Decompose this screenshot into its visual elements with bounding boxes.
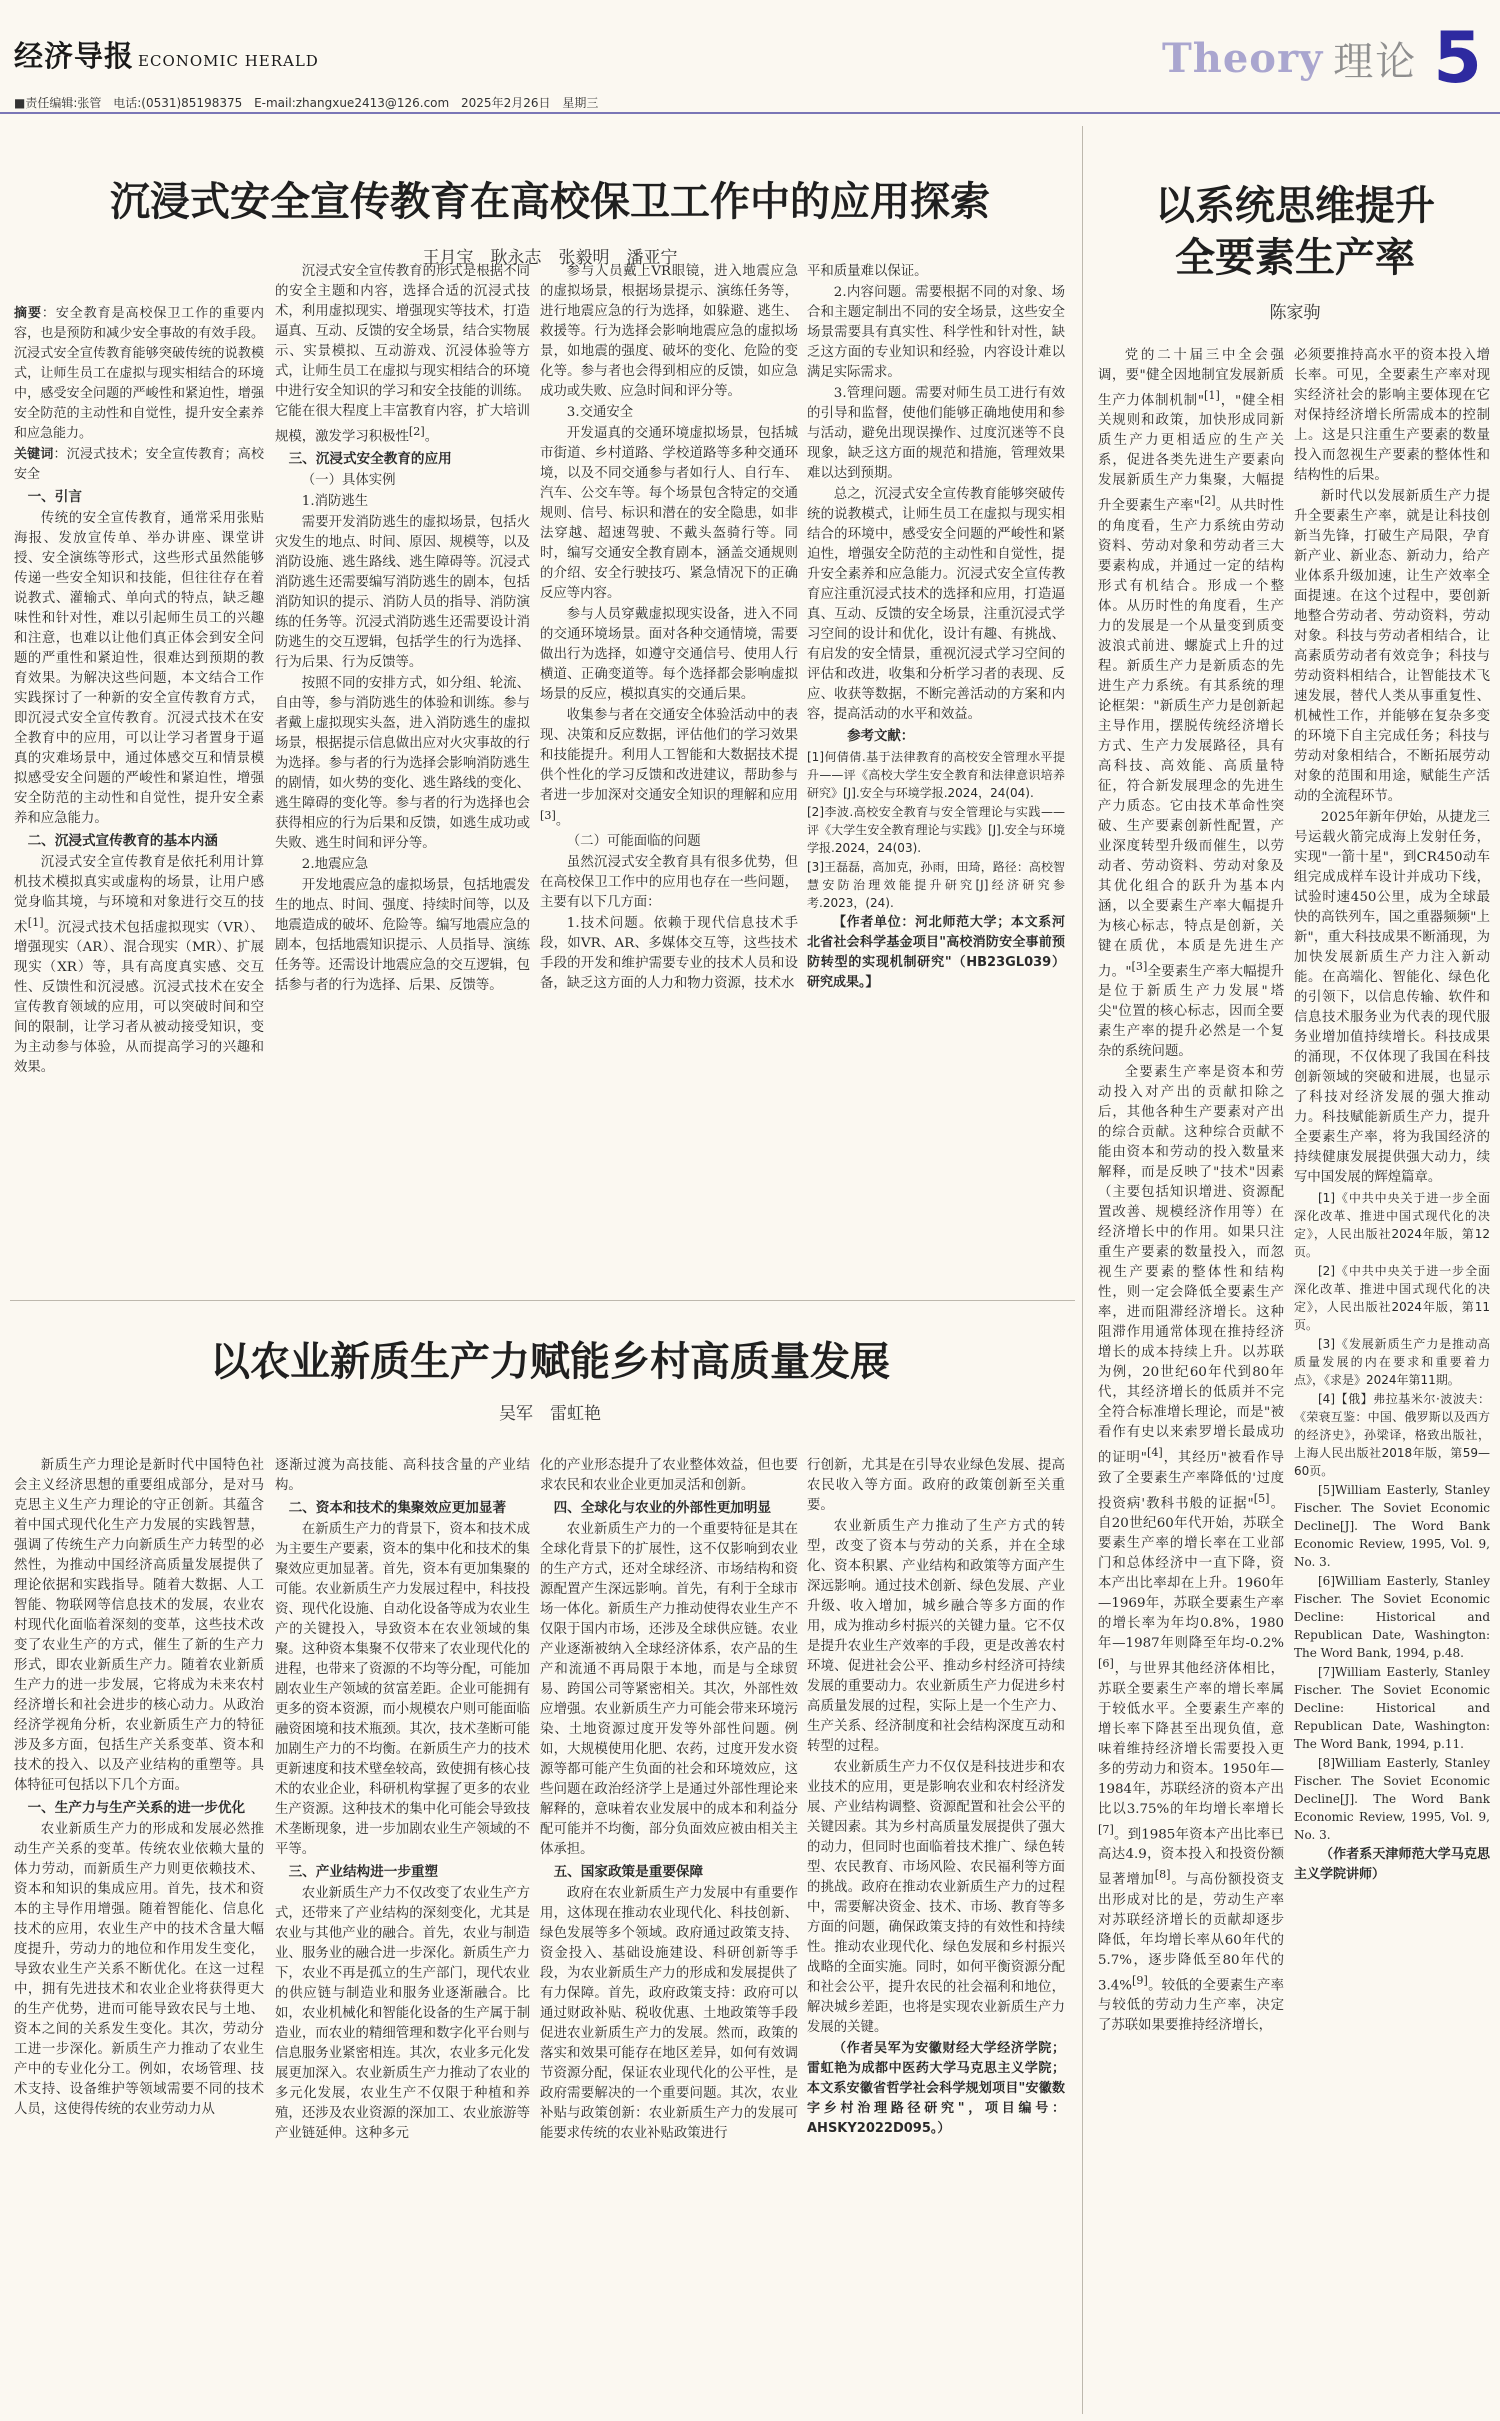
page-number: 5: [1433, 17, 1482, 99]
section-en: Theory: [1161, 34, 1324, 82]
phone: 电话:(0531)85198375: [113, 96, 243, 110]
article2-title: [1100, 180, 1490, 284]
editor: ■责任编辑:张管: [14, 96, 102, 110]
article1-column-4: 平和质量难以保证。 2.内容问题。需要根据不同的对象、场合和主题定制出不同的安全场景，这些安全场景需要具有真实性、科学性和针对性，缺乏这方面的专业知识和经验，内容设计难以满足实际需求。 3.管理问题。需要对师生员工进行有效的引导和监督，使他们能够正确地使用和参与活动，避免出现误操作、过度沉迷等不良现象，缺乏这方面的规范和措施，管理效果难以达到预期。 总之，沉浸式安全宣传教育能够突破传统的说教模式，让师生员工在虚拟与现实相结合的环境中，感受安全问题的严峻性和紧迫性，增强安全防范的主动性和自觉性，提升安全素养和应急能力。沉浸式安全宣传教育应注重沉浸式技术的选择和应用，打造逼真、互动、反馈的安全场景，注重沉浸式学习空间的设计和优化，设计有趣、有挑战、有启发的安全情景，重视沉浸式学习空间的评估和改进，收集和分析学习者的表现、反应、收获等数据，不断完善活动的方案和内容，提高活动的水平和效益。 参考文献： [1]何倩倩.基于法律教育的高校安全管理水平提升——评《高校大学生安全教育和法律意识培养研究》[J].安全与环境学报.2024，24(04). [2]李波.高校安全教育与安全管理论与实践——评《大学生安全教育理论与实践》[J].安全与环境学报.2024，24(03). [3]王磊磊，高加克，孙雨，田琦，路径：高校智慧安防治理效能提升研究[J]经济研究参考.2023，(24). 【作者单位：河北师范大学；本文系河北省社会科学基金项目"高校消防安全事前预防转型的实现机制研究"（HB23GL039）研究成果。】: [807, 264, 1065, 990]
email: E-mail:zhangxue2413@126.com: [254, 96, 450, 110]
article2-column-1: 党的二十届三中全会强调，要"健全因地制宜发展新质生产力体制机制"[1]，"健全相关规则和政策，加快形成同新质生产力更相适应的生产关系，促进各类先进生产要素向发展新质生产力集聚，大幅提升全要素生产率"[2]。从共时性的角度看，生产力系统由劳动资料、劳动对象和劳动者三大要素构成，并通过一定的结构形式有机结合。形成一个整体。从历时性的角度看，生产力的发展是一个从量变到质变波浪式前进、螺旋式上升的过程。新质生产力是新质态的先进生产力系统。有其系统的理论框架："新质生产力是创新起主导作用，摆脱传统经济增长方式、生产力发展路径，具有高科技、高效能、高质量特征，符合新发展理念的先进生产力质态。它由技术革命性突破、生产要素创新性配置，产业深度转型升级而催生，以劳动者、劳动资料、劳动对象及其优化组合的跃升为基本内涵，以全要素生产率大幅提升为核心标志，特点是创新，关键在质优，本质是先进生产力。"[3]全要素生产率大幅提升是位于新质生产力发展"塔尖"位置的核心标志，因而全要素生产率的提升必然是一个复杂的系统问题。 全要素生产率是资本和劳动投入对产出的贡献扣除之后，其他各种生产要素对产出的综合贡献。这种综合贡献不能由资本和劳动的投入数量来解释，而是反映了"技术"因素（主要包括知识增进、资源配置改善、规模经济作用等）在经济增长中的作用。如果只注重生产要素的数量投入，而忽视生产要素的整体性和结构性，则一定会降低全要素生产率，进而阻滞经济增长。这种阻滞作用通常体现在推持经济增长的成本持续上升。以苏联为例，20世纪60年代到80年代，其经济增长的低质并不完全符合标准增长理论，而是"被看作有史以来索罗增长最成功的证明"[4]，其经历"被看作导致了全要素生产率降低的'过度投资病'教科书般的证据"[5]。自20世纪60年代开始，苏联全要素生产率的增长率在工业部门和总体经济中一直下降，资本产出比率却在上升。1960年—1969年，苏联全要素生产率的增长率为年均0.8%，1980年—1987年则降至年均-0.2%[6]，与世界其他经济体相比，苏联全要素生产率的增长率属于较低水平。全要素生产率的增长率下降甚至出现负值，意味着维持经济增长需要投入更多的劳动力和资本。1950年—1984年，苏联经济的资本产出比以3.75%的年均增长率增长[7]。到1985年资本产出比率已高达4.9，资本投入和投资份额显著增加[8]。与高份额投资支出形成对比的是，劳动生产率对苏联经济增长的贡献却逐步降低，年均增长率从60年代的5.7%，逐步降低至80年代的3.4%[9]。较低的全要素生产率与较低的劳动力生产率，决定了苏联如果要推持经济增长，: [1098, 348, 1284, 2034]
article3-column-3: 化的产业形态提升了农业整体效益，但也要求农民和农业企业更加灵活和创新。 四、全球化与农业的外部性更加明显 农业新质生产力的一个重要特征是其在全球化背景下的扩展性，这不仅影响到农业的生产方式，还对全球经济、市场结构和资源配置产生深远影响。首先，有利于全球市场一体化。新质生产力推动使得农业生产不仅限于国内市场，还涉及全球供应链。农业产业逐渐被纳入全球经济体系，农产品的生产和流通不再局限于本地，而是与全球贸易、跨国公司等紧密相关。其次，外部性效应增强。农业新质生产力可能会带来环境污染、土地资源过度开发等外部性问题。例如，大规模使用化肥、农药，过度开发水资源等都可能产生负面的社会和环境效应，这些问题在政治经济学上是通过外部性理论来解释的，意味着农业发展中的成本和利益分配可能并不均衡，部分负面效应被由相关主体承担。 五、国家政策是重要保障 政府在农业新质生产力发展中有重要作用，这体现在推动农业现代化、科技创新、绿色发展等多个领域。政府通过政策支持、资金投入、基础设施建设、科研创新等手段，为农业新质生产力的形成和发展提供了有力保障。首先，政府政策支持：政府可以通过财政补贴、税收优惠、土地政策等手段促进农业新质生产力的发展。然而，政策的落实和效果可能存在地区差异，如何有效调节资源分配，保证农业现代化的公平性，是政府需要解决的一个重要问题。其次，农业补贴与政策创新：农业新质生产力的发展可能要求传统的农业补贴政策进行: [540, 1458, 798, 2141]
article1-authors: 王月宝 耿永志 张毅明 潘亚宁: [422, 248, 678, 268]
date: 2025年2月26日: [461, 96, 551, 110]
article1-column-3: 参与人员戴上VR眼镜，进入地震应急的虚拟场景，根据场景提示、演练任务等，进行地震应急的行为选择，如躲避、逃生、救援等。行为选择会影响地震应急的虚拟场景，如地震的强度、破坏的变化、危险的变化等。参与者也会得到相应的反馈，如应急成功或失败、应急时间和评分等。 3.交通安全 开发逼真的交通环境虚拟场景，包括城市街道、乡村道路、学校道路等多种交通环境，以及不同交通参与者如行人、自行车、汽车、公交车等。每个场景包含特定的交通规则、信号、标识和潜在的安全隐患，如非法穿越、超速驾驶、不戴头盔骑行等。同时，编写交通安全教育剧本，涵盖交通规则的介绍、安全行驶技巧、紧急情况下的正确反应等内容。 参与人员穿戴虚拟现实设备，进入不同的交通环境场景。面对各种交通情境，需要做出行为选择，如遵守交通信号、使用人行横道、正确变道等。每个选择都会影响虚拟场景的反应，模拟真实的交通后果。 收集参与者在交通安全体验活动中的表现、决策和反应数据，评估他们的学习效果和技能提升。利用人工智能和大数据技术提供个性化的学习反馈和改进建议，帮助参与者进一步加深对交通安全知识的理解和应用[3]。 （二）可能面临的问题 虽然沉浸式安全教育具有很多优势，但在高校保卫工作中的应用也存在一些问题，主要有以下几方面： 1.技术问题。依赖于现代信息技术手段，如VR、AR、多媒体交互等，这些技术手段的开发和维护需要专业的技术人员和设备，缺乏这方面的人力和物力资源，技术水: [540, 264, 798, 992]
article2-authors: 陈家驹: [1269, 303, 1321, 323]
article1-column-2: 沉浸式安全宣传教育的形式是根据不同的安全主题和内容，选择合适的沉浸式技术，利用虚拟现实、增强现实等技术，打造逼真、互动、反馈的安全场景，结合实物展示、实景模拟、互动游戏、沉浸体验等方式，让师生员工在虚拟与现实相结合的环境中进行安全知识的学习和安全技能的训练。它能在很大程度上丰富教育内容，扩大培训规模，激发学习积极性[2]。 三、沉浸式安全教育的应用 （一）具体实例 1.消防逃生 需要开发消防逃生的虚拟场景，包括火灾发生的地点、时间、原因、规模等，以及消防设施、逃生路线、逃生障碍等。沉浸式消防逃生还需要编写消防逃生的剧本，包括消防知识的提示、消防人员的指导、消防演练的任务等。沉浸式消防逃生还需要设计消防逃生的交互逻辑，包括学生的行为选择、行为后果、行为反馈等。 按照不同的安排方式，如分组、轮流、自由等，参与消防逃生的体验和训练。参与者戴上虚拟现实头盔，进入消防逃生的虚拟场景，根据提示信息做出应对火灾事故的行为选择。参与者的行为选择会影响消防逃生的剧情，如火势的变化、逃生路线的变化、逃生障碍的变化等。参与者的行为选择也会获得相应的行为后果和反馈，如逃生成功或失败、逃生时间和评分等。 2.地震应急 开发地震应急的虚拟场景，包括地震发生的地点、时间、强度、持续时间等，以及地震造成的破坏、危险等。编写地震应急的剧本，包括地震知识提示、人员指导、演练任务等。还需设计地震应急的交互逻辑，包括参与者的行为选择、后果、反馈等。: [275, 264, 530, 994]
column-divider: [1082, 126, 1083, 2414]
weekday: 星期三: [562, 96, 599, 110]
section-cn: 理论: [1333, 38, 1418, 85]
header-rule: [0, 112, 1500, 114]
masthead: [14, 34, 319, 75]
article2-title-line1: 以系统思维提升: [1155, 182, 1435, 229]
article3-column-2: 逐渐过渡为高技能、高科技含量的产业结构。 二、资本和技术的集聚效应更加显著 在新质生产力的背景下，资本和技术成为主要生产要素，资本的集中化和技术的集聚效应更加显著。首先，资本有更加集聚的可能。农业新质生产力发展过程中，科技投资、现代化设施、自动化设备等成为农业生产的关键投入，导致资本在农业领域的集聚。这种资本集聚不仅带来了农业现代化的进程，也带来了资源的不均等分配，可能加剧农业生产领域的贫富差距。企业可能拥有更多的资本资源，而小规模农户则可能面临融资困境和技术瓶颈。其次，技术垄断可能加剧生产力的不均衡。在新质生产力的技术更新速度和技术壁垒较高，致使拥有核心技术的农业企业，科研机构掌握了更多的农业生产资源。这种技术的集中化可能会导致技术垄断现象，进一步加剧农业生产领域的不平等。 三、产业结构进一步重塑 农业新质生产力不仅改变了农业生产方式，还带来了产业结构的深刻变化，尤其是农业与其他产业的融合。首先，农业与制造业、服务业的融合进一步深化。新质生产力下，农业不再是孤立的生产部门，现代农业的供应链与制造业和服务业逐渐融合。比如，农业机械化和智能化设备的生产属于制造业，而农业的精细管理和数字化平台则与信息服务业紧密相连。其次，农业多元化发展更加深入。农业新质生产力推动了农业的多元化发展，农业生产不仅限于种植和养殖，还涉及农业资源的深加工、农业旅游等产业链延伸。这种多元: [275, 1458, 530, 2141]
masthead-en: ECONOMIC HERALD: [138, 52, 319, 70]
article2-column-2: 必须要推持高水平的资本投入增长率。可见，全要素生产率对现实经济社会的影响主要体现在它对保持经济增长所需成本的控制上。这是只注重生产要素的数量投入而忽视生产要素的整体性和结构性的后果。 新时代以发展新质生产力提升全要素生产率，就是让科技创新当先锋，打破生产局限，孕育新产业、新业态、新动力，给产业体系升级加速，让生产效率全面提速。在这个过程中，要创新地整合劳动者、劳动资料，劳动对象。科技与劳动者相结合，让高素质劳动者有效竞争；科技与劳动资料相结合，让智能技术飞速发展，替代人类从事重复性、机械性工作，并能够在复杂多变的环境下自主完成任务；科技与劳动对象相结合，不断拓展劳动对象的范围和用途，赋能生产活动的全流程环节。 2025年新年伊始，从捷龙三号运载火箭完成海上发射任务，实现"一箭十星"，到CR450动车组完成成样车设计并成功下线，试验时速450公里，成为全球最快的高铁列车，国之重器频频"上新"，重大科技成果不断涌现，为加快发展新质生产力注入新动能。在高端化、智能化、绿色化的引领下，以信息传输、软件和信息技术服务业为代表的现代服务业增加值持续增长。科技成果的涌现，不仅体现了我国在科技创新领域的突破和进展，也显示了科技对经济发展的强大推动力。科技赋能新质生产力，提升全要素生产率，将为我国经济的持续健康发展提供强大动力，续写中国发展的辉煌篇章。 [1]《中共中央关于进一步全面深化改革、推进中国式现代化的决定》，人民出版社2024年版，第12页。 [2]《中共中央关于进一步全面深化改革、推进中国式现代化的决定》，人民出版社2024年版，第11页。 [3]《发展新质生产力是推动高质量发展的内在要求和重要着力点》，《求是》2024年第11期。 [4]【俄】弗拉基米尔·波波夫：《荣衰互鉴：中国、俄罗斯以及西方的经济史》，孙梁译，格致出版社，上海人民出版社2018年版，第59—60页。 [5]William Easterly, Stanley Fischer. The Soviet Economic Decline[J]. The Word Bank Economic Review, 1995, Vol. 9, No. 3. [6]William Easterly, Stanley Fischer. The Soviet Economic Decline: Historical and Republican Date, Washington: The Word Bank, 1994, p.48. [7]William Easterly, Stanley Fischer. The Soviet Economic Decline: Historical and Republican Date, Washington: The Word Bank, 1994, p.11. [8]William Easterly, Stanley Fischer. The Soviet Economic Decline[J]. The Word Bank Economic Review, 1995, Vol. 9, No. 3. （作者系天津师范大学马克思主义学院讲师）: [1294, 348, 1490, 1882]
edition-info: [14, 94, 606, 111]
section-banner: [1162, 18, 1482, 98]
article1-column-1: 摘要：安全教育是高校保卫工作的重要内容，也是预防和减少安全事故的有效手段。沉浸式安全宣传教育能够突破传统的说教模式，让师生员工在虚拟与现实相结合的环境中，感受安全问题的严峻性和紧迫性，增强安全防范的主动性和自觉性，提升安全素养和应急能力。 关键词：沉浸式技术；安全宣传教育；高校安全 一、引言 传统的安全宣传教育，通常采用张贴海报、发放宣传单、举办讲座、课堂讲授、安全演练等形式，这些形式虽然能够传递一些安全知识和技能，但往往存在着说教式、灌输式、单向式的特点，缺乏趣味性和针对性，难以引起师生员工的兴趣和注意，也难以让他们真正体会到安全问题的严重性和紧迫性，很难达到预期的教育效果。为解决这些问题，本文结合工作实践探讨了一种新的安全宣传教育方式，即沉浸式安全宣传教育。沉浸式技术在安全教育中的应用，可以让学习者置身于逼真的灾难场景中，通过体感交互和情景模拟感受安全问题的严峻性和紧迫性，增强安全防范的主动性和自觉性，提升安全素养和应急能力。 二、沉浸式宣传教育的基本内涵 沉浸式安全宣传教育是依托利用计算机技术模拟真实或虚构的场景，让用户感觉身临其境，与环境和对象进行交互的技术[1]。沉浸式技术包括虚拟现实（VR）、增强现实（AR）、混合现实（MR）、扩展现实（XR）等，具有高度真实感、交互性、反馈性和沉浸感。沉浸式技术在安全宣传教育领域的应用，可以突破时间和空间的限制，让学习者从被动接受知识，变为主动参与体验，从而提高学习的兴趣和效果。: [14, 306, 264, 1076]
masthead-cn: 经济导报: [14, 39, 135, 73]
article3-authors: 吴军 雷虹艳: [499, 1404, 601, 1424]
article2-title-line2: 全要素生产率: [1175, 234, 1415, 281]
article3-column-1: 新质生产力理论是新时代中国特色社会主义经济思想的重要组成部分，是对马克思主义生产力理论的守正创新。其蕴含着中国式现代化生产力发展的实践智慧，强调了传统生产力向新质生产力转型的必然性，为推动中国经济高质量发展提供了理论依据和实践指导。随着大数据、人工智能、物联网等信息技术的发展，农业农村现代化面临着深刻的变革，这些技术改变了农业生产的方式，催生了新的生产力形式，即农业新质生产力。随着农业新质生产力的进一步发展，它将成为未来农村经济增长和社会进步的核心动力。从政治经济学视角分析，农业新质生产力的特征涉及多方面，包括生产关系变革、资本和技术的投入、以及产业结构的重塑等。具体特征可包括以下几个方面。 一、生产力与生产关系的进一步优化 农业新质生产力的形成和发展必然推动生产关系的变革。传统农业依赖大量的体力劳动，而新质生产力则更依赖技术、资本和知识的集成应用。首先，技术和资本的主导作用增强。随着智能化、信息化技术的应用，农业生产中的技术含量大幅度提升，劳动力的地位和作用发生变化，导致农业生产关系不断优化。在这一过程中，拥有先进技术和农业企业将获得更大的生产优势，进而可能导致农民与土地、资本之间的关系发生变化。其次，劳动分工进一步深化。新质生产力推动了农业生产中的专业化分工。例如，农场管理、技术支持、设备维护等领域需要不同的技术人员，这使得传统的农业劳动力从: [14, 1458, 264, 2117]
article3-title: 以农业新质生产力赋能乡村高质量发展: [210, 1338, 890, 1385]
article-divider: [10, 1300, 1075, 1301]
article3-column-4: 行创新，尤其是在引导农业绿色发展、提高农民收入等方面。政府的政策创新至关重要。 农业新质生产力推动了生产方式的转型，改变了资本与劳动的关系，并在全球化、资本积累、产业结构和政策等方面产生深远影响。通过技术创新、绿色发展、产业升级、收入增加，城乡融合等多方面的作用，成为推动乡村振兴的关键力量。它不仅是提升农业生产效率的手段，更是改善农村环境、促进社会公平、推动乡村经济可持续发展的重要动力。农业新质生产力促进乡村高质量发展的过程，实际上是一个生产力、生产关系、经济制度和社会结构深度互动和转型的过程。 农业新质生产力不仅仅是科技进步和农业技术的应用，更是影响农业和农村经济发展、产业结构调整、资源配置和社会公平的关键因素。其为乡村高质量发展提供了强大的动力，但同时也面临着技术推广、绿色转型、农民教育、市场风险、农民福利等方面的挑战。政府在推动农业新质生产力的过程中，需要解决资金、技术、市场、教育等多方面的问题，确保政策支持的有效性和持续性。推动农业现代化、绿色发展和乡村振兴战略的全面实施。同时，如何平衡资源分配和社会公平，提升农民的社会福利和地位，解决城乡差距，也将是实现农业新质生产力发展的关键。 （作者吴军为安徽财经大学经济学院；雷虹艳为成都中医药大学马克思主义学院；本文系安徽省哲学社会科学规划项目"安徽数字乡村治理路径研究"，项目编号：AHSKY2022D095。）: [807, 1458, 1065, 2136]
article1-title: 沉浸式安全宣传教育在高校保卫工作中的应用探索: [110, 178, 990, 225]
